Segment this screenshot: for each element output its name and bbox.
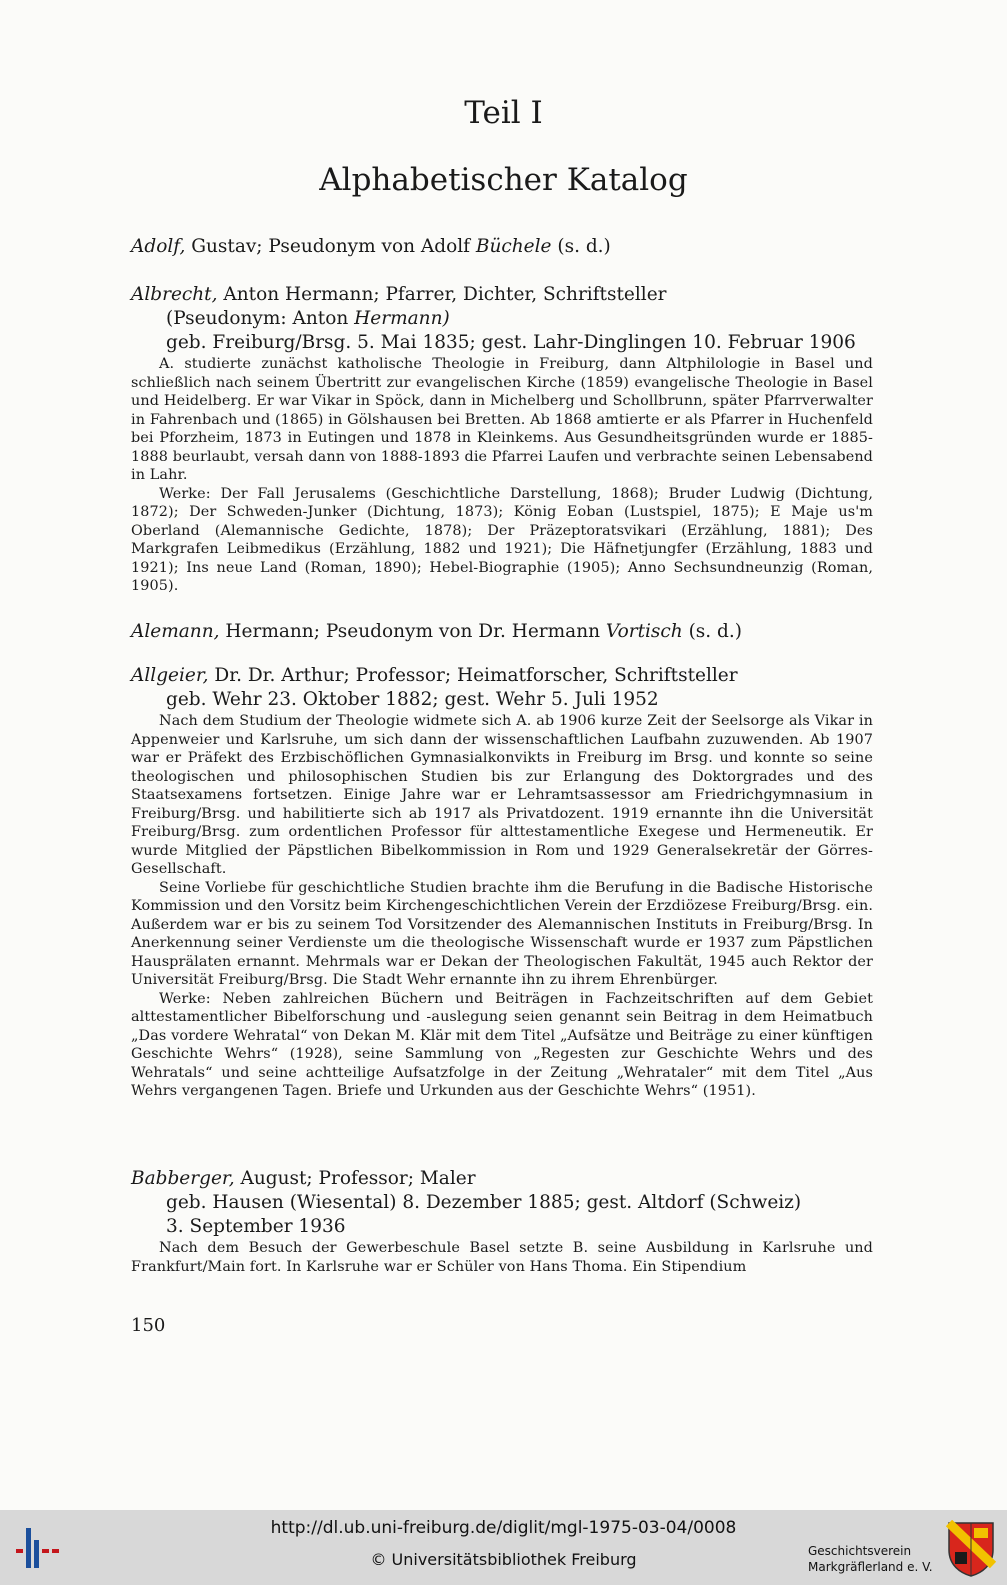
part-heading: Teil I bbox=[464, 95, 543, 131]
entry-pseudonym: (Pseudonym: Anton Hermann) bbox=[166, 308, 450, 329]
entry-heading: Allgeier, Dr. Dr. Arthur; Professor; Heimatforscher, Schriftsteller bbox=[131, 665, 738, 686]
entry-adolf bbox=[131, 235, 873, 259]
entry-biography: A. studierte zunächst katholische Theologie in Freiburg, dann Altphilologie in Basel und schließlich nach seinem Übertritt zur evangelischen Kirche (1859) evangelische Theologie in Basel und Heidelberg. Er war Vikar in Spöck, dann in Michelberg und Schollbrunn, später Pfarrverwalter in Fahrenbach und (1865) in Gölshausen bei Bretten. Ab 1868 amtierte er als Pfarrer in Huchenfeld bei Pforzheim, 1873 in Eutingen und 1878 in Kleinkems. Aus Gesundheitsgründen wurde er 1885-1888 beurlaubt, versah dann von 1888-1893 die Pfarrei Laufen und verbrachte seinen Lebensabend in Lahr. bbox=[131, 356, 873, 483]
entry-dates: geb. Freiburg/Brsg. 5. Mai 1835; gest. Lahr-Dinglingen 10. Februar 1906 bbox=[166, 332, 856, 353]
entry-alemann bbox=[131, 620, 873, 644]
entry-name: Adolf, bbox=[131, 236, 186, 257]
entry-dates: geb. Wehr 23. Oktober 1882; gest. Wehr 5. Juli 1952 bbox=[166, 689, 659, 710]
entry-heading: Alemann, Hermann; Pseudonym von Dr. Hermann Vortisch (s. d.) bbox=[131, 621, 742, 642]
entry-albrecht bbox=[131, 283, 873, 596]
entry-heading: Adolf, Gustav; Pseudonym von Adolf Büchele (s. d.) bbox=[131, 236, 611, 257]
coat-of-arms-icon bbox=[946, 1520, 996, 1578]
entry-works: Werke: Der Fall Jerusalems (Geschichtliche Darstellung, 1868); Bruder Ludwig (Dichtung, 1872); Der Schweden-Junker (Dichtung, 1873); König Eoban (Lustspiel, 1875); E Maje us'm Oberland (Alemannische Gedichte, 1878); Der Präzeptoratsvikari (Erzählung, 1881); Des Markgrafen Leibmedikus (Erzählung, 1882 und 1921); Die Häfnetjungfer (Erzählung, 1883 und 1921); Ins neue Land (Roman, 1890); Hebel-Biographie (1905); Anno Sechsundneunzig (Roman, 1905). bbox=[131, 485, 873, 594]
society-name: Geschichtsverein Markgräflerland e. V. bbox=[808, 1544, 933, 1574]
entry-biography-continued: Seine Vorliebe für geschichtliche Studien brachte ihm die Berufung in die Badische Historische Kommission und den Vorsitz beim Kirchengeschichtlichen Verein der Erzdiözese Freiburg/Brsg. ein. Außerdem war er bis zu seinem Tod Vorsitzender des Alemannischen Instituts in Freiburg/Brsg. In Anerkennung seiner Verdienste um die theologische Wissenschaft wurde er 1937 zum Päpstlichen Hausprälaten ernannt. Mehrmals war er Dekan der Theologischen Fakultät, 1945 auch Rektor der Universität Freiburg/Brsg. Die Stadt Wehr ernannte ihn zu ihrem Ehrenbürger. bbox=[131, 879, 873, 988]
entry-babberger bbox=[131, 1167, 873, 1276]
catalog-title: Alphabetischer Katalog bbox=[319, 162, 688, 198]
entry-name: Albrecht, bbox=[131, 284, 218, 305]
entry-name: Allgeier, bbox=[131, 665, 209, 686]
entry-dates-continued: 3. September 1936 bbox=[166, 1216, 346, 1237]
entry-name: Babberger, bbox=[131, 1168, 235, 1189]
page-number: 150 bbox=[131, 1315, 166, 1336]
entry-name: Alemann, bbox=[131, 621, 220, 642]
entry-heading: Albrecht, Anton Hermann; Pfarrer, Dichter, Schriftsteller bbox=[131, 284, 667, 305]
entry-biography: Nach dem Studium der Theologie widmete sich A. ab 1906 kurze Zeit der Seelsorge als Vikar in Appenweier und Karlsruhe, um sich dann der wissenschaftlichen Laufbahn zuzuwenden. Ab 1907 war er Präfekt des Erzbischöflichen Gymnasialkonvikts in Freiburg im Brsg. und konnte so seine theologischen und philosophischen Studien bis zur Erlangung des Doktorgrades und des Staatsexamens fortsetzen. Einige Jahre war er Lehramtsassessor am Friedrichgymnasium in Freiburg/Brsg. und habilitierte sich ab 1917 als Privatdozent. 1919 ernannte ihn die Universität Freiburg/Brsg. zum ordentlichen Professor für alttestamentliche Exegese und Hermeneutik. Er wurde Mitglied der Päpstlichen Bibelkommission in Rom und 1929 Generalsekretär der Görres-Gesellschaft. bbox=[131, 713, 873, 877]
copyright-notice: © Universitätsbibliothek Freiburg bbox=[370, 1550, 637, 1569]
source-url-link[interactable]: http://dl.ub.uni-freiburg.de/diglit/mgl-1975-03-04/0008 bbox=[270, 1518, 737, 1538]
entry-allgeier bbox=[131, 664, 873, 1101]
entry-works: Werke: Neben zahlreichen Büchern und Beiträgen in Fachzeitschriften auf dem Gebiet alttestamentlicher Bibelforschung und -auslegung seien genannt sein Beitrag in dem Heimatbuch „Das vordere Wehratal“ von Dekan M. Klär mit dem Titel „Aufsätze und Beiträge zu einer künftigen Geschichte Wehrs“ (1928), seine Sammlung von „Regesten zur Geschichte Wehrs und des Wehratals“ und seine achtteilige Aufsatzfolge in der Zeitung „Wehrataler“ mit dem Titel „Aus Wehrs vergangenen Tagen. Briefe und Urkunden aus der Geschichte Wehrs“ (1951). bbox=[131, 990, 873, 1099]
footer-bar bbox=[0, 1510, 1007, 1585]
entry-heading: Babberger, August; Professor; Maler bbox=[131, 1168, 476, 1189]
entry-biography: Nach dem Besuch der Gewerbeschule Basel setzte B. seine Ausbildung in Karlsruhe und Frankfurt/Main fort. In Karlsruhe war er Schüler von Hans Thoma. Ein Stipendium bbox=[131, 1240, 873, 1275]
entry-dates: geb. Hausen (Wiesental) 8. Dezember 1885; gest. Altdorf (Schweiz) bbox=[166, 1192, 802, 1213]
